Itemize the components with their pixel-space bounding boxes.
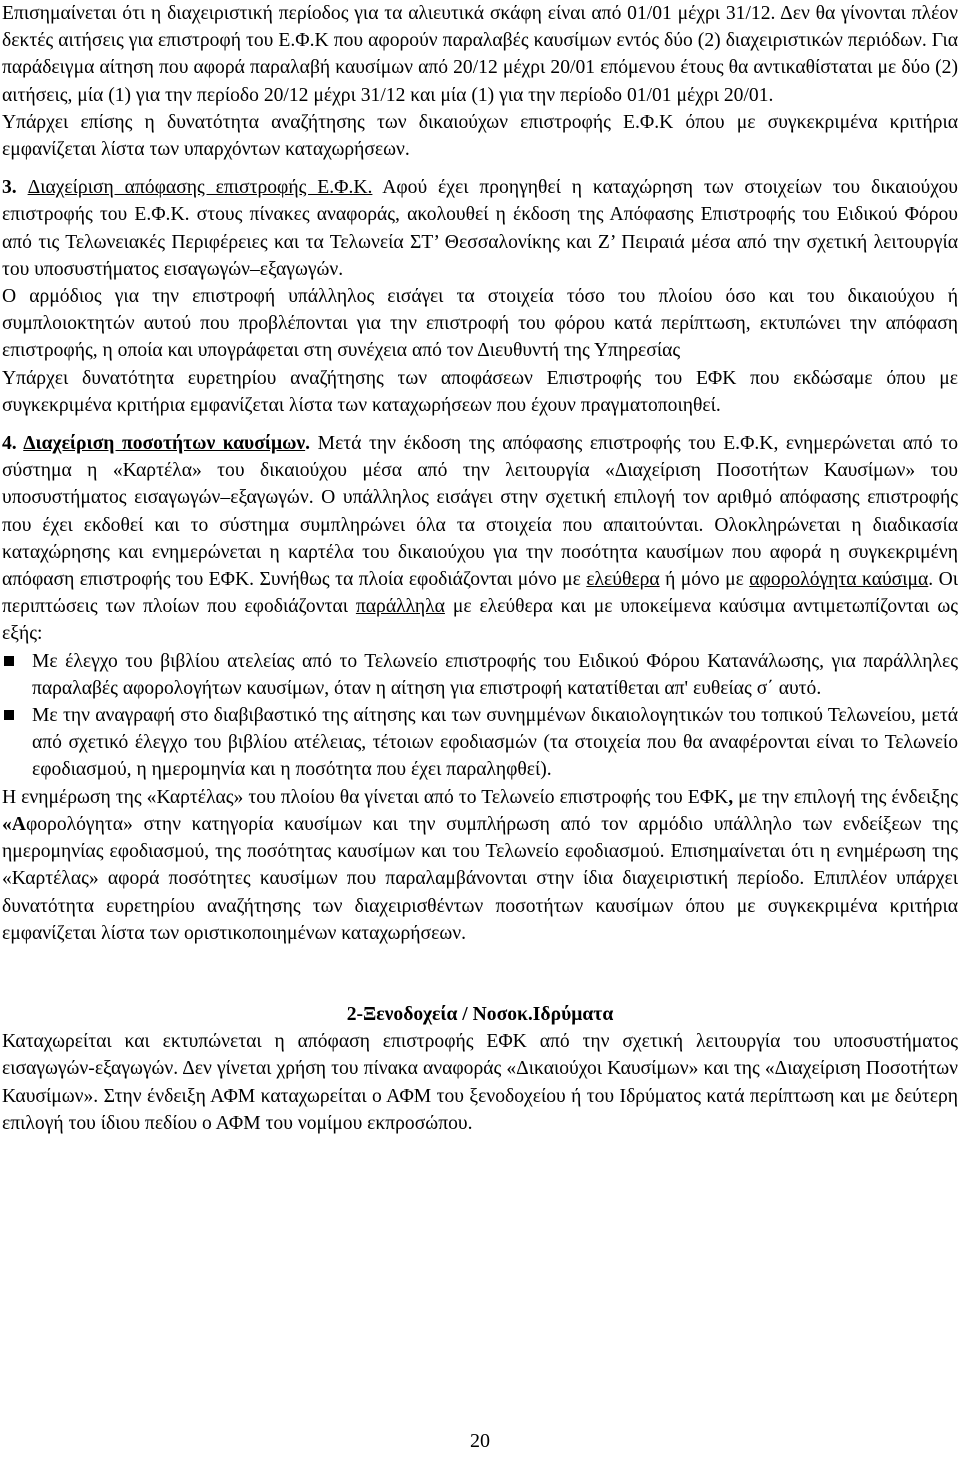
intro-text: Επισημαίνεται ότι η διαχειριστική περίοδος για τα αλιευτικά σκάφη είναι από 01/01 μέχρι 31/12. Δεν θα γίνονται πλέον δεκτές αιτήσεις για επιστροφή του Ε.Φ.Κ που αφορούν παραλαβές καυσίμων εντός δύο (2) διαχειριστικών περιόδων. Για παράδειγμα αίτηση που αφορά παραλαβή καυσίμων από 20/12 μέχρι 20/01 επόμενου έτους θα αντικαθίσταται με δύο (2) αιτήσεις, μία (1) για την περίοδο 20/12 μέχρι 31/12 και μία (1) για την περίοδο 01/01 μέχρι 20/01. <box>2 3 958 106</box>
section-3-p3-text: Υπάρχει δυνατότητα ευρετηρίου αναζήτησης των αποφάσεων Επιστροφής του ΕΦΚ που εκδώσαμε όπου με συγκεκριμένα κριτήρια εμφανίζεται λίστα των καταχωρήσεων που έχουν πραγματοποιηθεί. <box>2 367 958 416</box>
underlined-parallel: παράλληλα <box>355 596 445 618</box>
bullet-list <box>2 648 958 784</box>
card-update-quote: «Α <box>2 813 26 835</box>
section-4-text-a: Μετά την έκδοση της απόφασης επιστροφής του Ε.Φ.Κ, ενημερώνεται από το σύστημα η «Καρτέλα» του δικαιούχου μέσα από την λειτουργία « <box>2 433 958 482</box>
underlined-free-fuel: ελεύθερα <box>586 569 660 591</box>
hotels-text: Καταχωρείται και εκτυπώνεται η απόφαση επιστροφής ΕΦΚ από την σχετική λειτουργία του υποσυστήματος εισαγωγών-εξαγωγών. Δεν γίνεται χρήση του πίνακα αναφοράς «Δικαιούχοι Καυσίμων» και της «Διαχείριση Ποσοτήτων Καυσίμων». Στην ένδειξη ΑΦΜ καταχωρείται ο ΑΦΜ του ξενοδοχείου ή του Ιδρύματος κατά περίπτωση και με δεύτερη επιλογή του ίδιου πεδίου ο ΑΦΜ του νομίμου εκπροσώπου. <box>2 1031 958 1134</box>
section-4-text-b: » του υποσυστήματος εισαγωγών–εξαγωγών. Ο υπάλληλος εισάγει στην σχετική επιλογή τον αριθμό απόφασης επιστροφής που έχει εκδοθεί και το σύστημα συμπληρώνει όλα τα στοιχεία που απαιτούνται. Ολοκληρώνεται η διαδικασία καταχώρησης και ενημερώνεται η καρτέλα του δικαιούχου για την ποσότητα καυσίμων που αφορά η συγκεκριμένη απόφαση επιστροφής του ΕΦΚ. Συνήθως τα πλοία εφοδιάζονται μόνο με <box>2 460 958 591</box>
section-3-number: 3. <box>2 177 28 199</box>
underlined-tax-free-fuel: αφορολόγητα καύσιμα <box>749 569 929 591</box>
card-update-text-c: φορολόγητα» στην κατηγορία καυσίμων και την συμπλήρωση από τον αρμόδιο υπάλληλο των ενδείξεων της ημερομηνίας εφοδιασμού, της ποσότητας καυσίμων και του Τελωνείο εφοδιασμού. Επισημαίνεται ότι η ενημέρωση της «Καρτέλας» αφορά ποσότητες καυσίμων που παραλαμβάνονται στην ίδια διαχειριστική περίοδο. Επιπλέον υπάρχει δυνατότητα ευρετηρίου αναζήτησης των διαχειρισθέντων ποσοτήτων καυσίμων όπου με συγκεκριμένα κριτήρια εμφανίζεται λίστα των οριστικοποιημένων καταχωρήσεων. <box>2 813 958 944</box>
hotels-heading: 2-Ξενοδοχεία / Νοσοκ.Ιδρύματα <box>346 1003 614 1025</box>
section-4-number: 4. <box>2 433 24 455</box>
section-4-function-name: Διαχείριση Ποσοτήτων Καυσίμων <box>614 460 906 482</box>
search-paragraph <box>2 109 958 163</box>
bullet-text: Με την αναγραφή στο διαβιβαστικό της αίτησης και των συνημμένων δικαιολογητικών του τοπικού Τελωνείου, μετά από σχετικό έλεγχο του βιβλίου ατέλειας, τέτοιων εφοδιασμών (τα στοιχεία που θα αναφέρονται είναι το Τελωνείο εφοδιασμού, η ημερομηνία και η ποσότητα που έχει παραληφθεί). <box>32 705 958 781</box>
section-3-paragraph-2 <box>2 283 958 365</box>
section-3-title: Διαχείριση απόφασης επιστροφής Ε.Φ.Κ. <box>27 177 373 199</box>
section-4-title: Διαχείριση ποσοτήτων καυσίμων <box>23 433 306 455</box>
search-text: Υπάρχει επίσης η δυνατότητα αναζήτησης των δικαιούχων επιστροφής Ε.Φ.Κ όπου με συγκεκριμένα κριτήρια εμφανίζεται λίστα των υπαρχόντων καταχωρήσεων. <box>2 111 958 161</box>
section-3-p2-text: Ο αρμόδιος για την επιστροφή υπάλληλος εισάγει τα στοιχεία τόσο του πλοίου όσο και του δικαιούχου ή συμπλοιοκτητών αυτού που προβλέπονται για την επιστροφή του φόρου κατά περίπτωση, εκτυπώνει την απόφαση επιστροφής, η οποία και υπογράφεται στη συνέχεια από τον Διευθυντή της Υπηρεσίας <box>2 286 958 362</box>
section-4-text-e: με ελεύθερα και με υποκείμενα καύσιμα αντιμετωπίζονται ως εξής: <box>2 596 958 645</box>
section-4-text-d: . Οι περιπτώσεις των πλοίων που εφοδιάζονται <box>2 569 959 618</box>
card-update-text-b: με την επιλογή της ένδειξης <box>733 786 958 808</box>
bullet-item <box>2 702 958 784</box>
square-bullet-icon <box>4 656 14 666</box>
section-4 <box>2 430 958 648</box>
section-3-text: Αφού έχει προηγηθεί η καταχώρηση των στοιχείων του δικαιούχου επιστροφής του Ε.Φ.Κ. στους πίνακες αναφοράς, ακολουθεί η έκδοση της Απόφασης Επιστροφής του Ειδικού Φόρου από τις Τελωνειακές Περιφέρειες και τα Τελωνεία ΣΤ’ Θεσσαλονίκης και Ζ’ Πειραιά μέσα από την σχετική λειτουργία του υποσυστήματος εισαγωγών–εξαγωγών. <box>2 177 959 280</box>
section-4-title-dot: . <box>305 433 311 455</box>
card-update-text-a: Η ενημέρωση της «Καρτέλας» του πλοίου θα γίνεται από το Τελωνείο επιστροφής του ΕΦΚ <box>2 786 729 808</box>
section-3 <box>2 174 958 283</box>
page-number: 20 <box>470 1430 490 1452</box>
bullet-item <box>2 648 958 702</box>
bullet-text: Με έλεγχο του βιβλίου ατελείας από το Τελωνείο επιστροφής του Ειδικού Φόρου Κατανάλωσης, για παράλληλες παραλαβές αφορολογήτων καυσίμων, όταν η αίτηση για επιστροφή κατατίθεται απ' ευθείας σ΄ αυτό. <box>32 650 958 699</box>
section-4-text-c: ή μόνο με <box>659 569 750 591</box>
card-update-comma: , <box>728 786 734 808</box>
square-bullet-icon <box>4 710 14 720</box>
card-update-paragraph <box>2 784 958 947</box>
hotels-paragraph <box>2 1028 958 1137</box>
intro-paragraph <box>2 0 958 109</box>
section-3-paragraph-3 <box>2 365 958 419</box>
